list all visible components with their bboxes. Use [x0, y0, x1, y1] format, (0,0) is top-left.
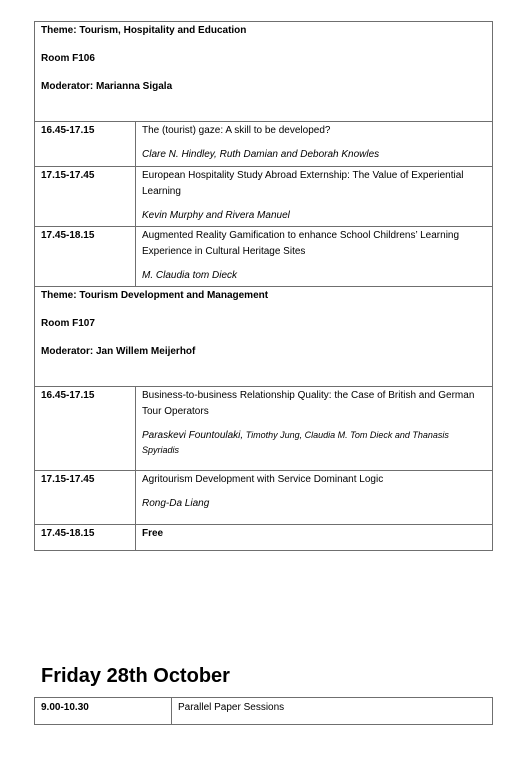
session-room: Room F107 [41, 318, 95, 329]
talk-time: 17.15-17.45 [35, 471, 136, 525]
session-moderator: Moderator: Marianna Sigala [41, 81, 173, 92]
talk-title: Augmented Reality Gamification to enhance School Childrens’ Learning Experience in Cultural Heritage Sites [142, 230, 460, 257]
talk-time: 17.45-18.15 [35, 525, 136, 551]
talk-details [136, 471, 493, 525]
day-heading: Friday 28th October [41, 665, 230, 687]
table-row [35, 525, 493, 551]
talk-details [136, 227, 493, 287]
talk-time: 17.15-17.45 [35, 167, 136, 227]
session-header-row [35, 22, 493, 122]
table-row [35, 387, 493, 471]
session-room: Room F106 [41, 53, 95, 64]
talk-time: 16.45-17.15 [35, 387, 136, 471]
talk-title: The (tourist) gaze: A skill to be developed? [142, 125, 331, 136]
lead-author: Paraskevi Fountoulaki, [142, 430, 244, 441]
table-row [35, 698, 493, 725]
talk-title: Agritourism Development with Service Dominant Logic [142, 474, 384, 485]
talk-authors: M. Claudia tom Dieck [142, 270, 238, 281]
talk-authors: Rong-Da Liang [142, 498, 210, 509]
day-schedule-table [34, 697, 493, 725]
talk-time: 16.45-17.15 [35, 122, 136, 167]
session-header [35, 22, 493, 122]
session-header-row [35, 287, 493, 387]
talk-authors: Clare N. Hindley, Ruth Damian and Deborah Knowles [142, 149, 380, 160]
talk-time: 17.45-18.15 [35, 227, 136, 287]
session-moderator: Moderator: Jan Willem Meijerhof [41, 346, 196, 357]
talk-details [136, 387, 493, 471]
session-theme: Theme: Tourism, Hospitality and Education [41, 25, 247, 36]
table-row [35, 471, 493, 525]
talk-authors [142, 428, 486, 457]
talk-title: Business-to-business Relationship Quality: the Case of British and German Tour Operators [142, 390, 475, 417]
schedule-table [34, 21, 493, 551]
slot-label: Parallel Paper Sessions [172, 698, 493, 725]
talk-details [136, 122, 493, 167]
talk-title: Free [142, 528, 164, 539]
session-header [35, 287, 493, 387]
table-row [35, 227, 493, 287]
table-row [35, 167, 493, 227]
slot-time: 9.00-10.30 [35, 698, 172, 725]
talk-authors: Kevin Murphy and Rivera Manuel [142, 210, 290, 221]
talk-details [136, 167, 493, 227]
talk-details [136, 525, 493, 551]
co-authors: Timothy Jung, Claudia M. Tom Dieck and Thanasis Spyriadis [142, 430, 449, 455]
session-theme: Theme: Tourism Development and Management [41, 290, 269, 301]
talk-title: European Hospitality Study Abroad Externship: The Value of Experiential Learning [142, 170, 464, 197]
table-row [35, 122, 493, 167]
